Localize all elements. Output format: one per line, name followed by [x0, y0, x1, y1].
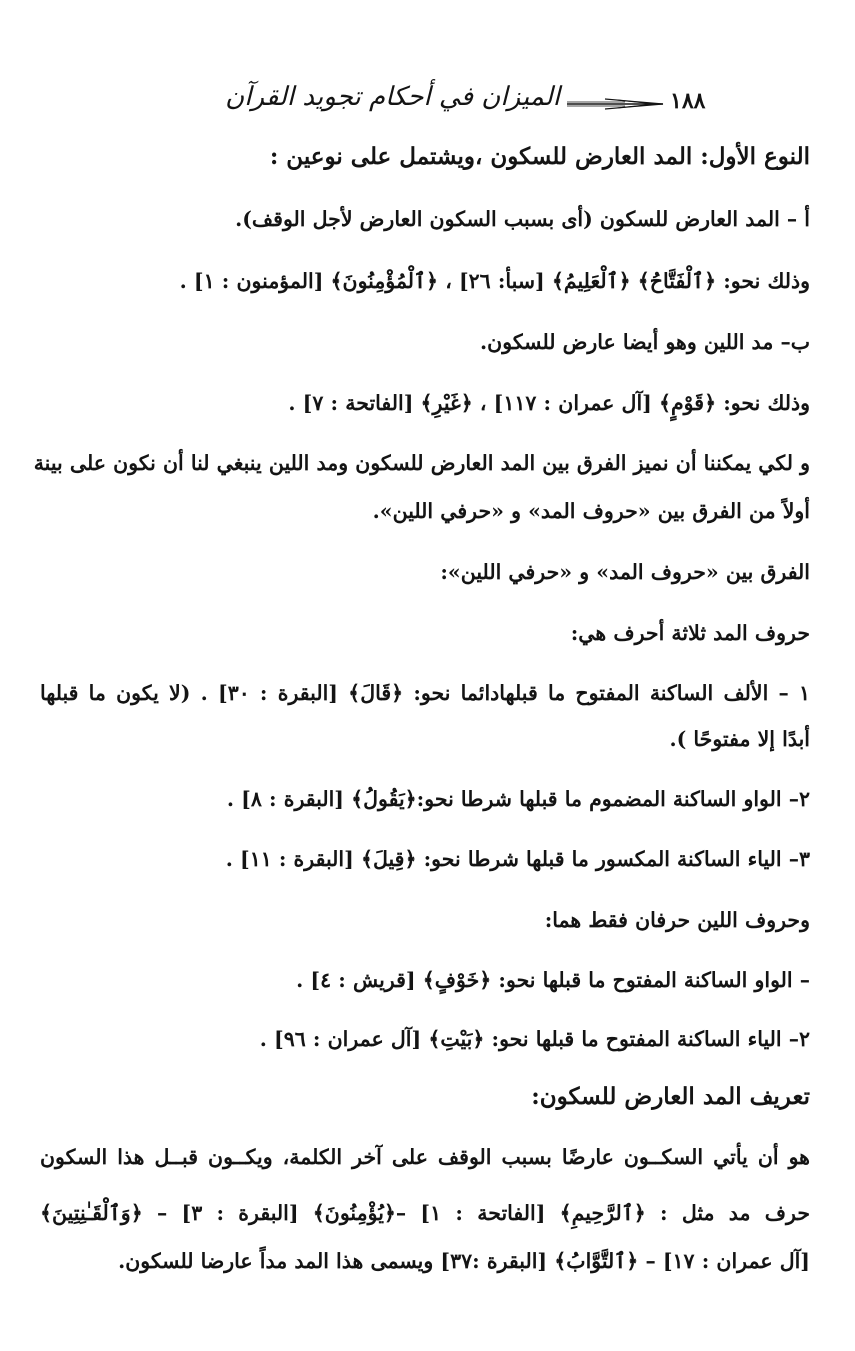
- heading-leen-letters: وحروف اللين حرفان فقط هما:: [544, 908, 810, 932]
- examples-arid: [40, 264, 810, 298]
- book-title: الميزان في أحكام تجويد القرآن: [225, 82, 560, 112]
- heading-difference: الفرق بين «حروف المد» و «حرفي اللين»:: [440, 560, 810, 584]
- definition-line-1: هو أن يأتي السكــون عارضًا بسبب الوقف على آخر الكلمة، ويكــون قبــل هذا السكون: [40, 1145, 810, 1169]
- madd-letter-alif-line-1: ١ – الألف الساكنة المفتوح ما قبلهادائما نحو: ﴿قَالَ﴾ [البقرة : ٣٠] . (لا يكون ما قبلها: [40, 681, 810, 705]
- heading-type-one: النوع الأول: المد العارض للسكون ،ويشتمل على نوعين :: [269, 143, 810, 170]
- definition-line-3: [آل عمران : ١٧] – ﴿ٱلتَّوَّابُ﴾ [البقرة :٣٧] ويسمى هذا المد مداً عارضا للسكون.: [118, 1249, 810, 1273]
- examples-leen: [40, 386, 810, 420]
- paragraph-difference-line-1: و لكي يمكننا أن نميز الفرق بين المد العارض للسكون ومد اللين ينبغي لنا أن نكون على بينة: [33, 451, 810, 475]
- madd-letter-ya: ٣– الياء الساكنة المكسور ما قبلها شرطا نحو: ﴿قِيلَ﴾ [البقرة : ١١] .: [225, 847, 810, 871]
- definition-line-2: حرف مد مثل : ﴿ٱلرَّحِيمِ﴾ [الفاتحة : ١] –﴿يُؤْمِنُونَ﴾ [البقرة : ٣] – ﴿وَٱلْقَـٰنِتِينَ﴾: [40, 1201, 810, 1225]
- madd-letter-waw: ٢– الواو الساكنة المضموم ما قبلها شرطا نحو:﴿يَقُولُ﴾ [البقرة : ٨] .: [226, 787, 810, 811]
- item-a-arid-lilsukun: أ – المد العارض للسكون (أى بسبب السكون العارض لأجل الوقف).: [235, 207, 810, 231]
- leen-letter-ya: ٢– الياء الساكنة المفتوح ما قبلها نحو: ﴿بَيْتِ﴾ [آل عمران : ٩٦] .: [259, 1027, 810, 1051]
- heading-definition: تعريف المد العارض للسكون:: [531, 1083, 810, 1110]
- examples-leen-text: وذلك نحو: ﴿قَوْمٍ﴾ [آل عمران : ١١٧] ، ﴿غَيْرِ﴾ [الفاتحة : ٧] .: [288, 391, 810, 415]
- madd-letter-alif-line-2: أبدًا إلا مفتوحًا ).: [669, 727, 810, 751]
- item-b-madd-leen: ب– مد اللين وهو أيضا عارض للسكون.: [480, 330, 810, 354]
- page-number: ١٨٨: [670, 88, 706, 114]
- leen-letter-waw: – الواو الساكنة المفتوح ما قبلها نحو: ﴿خَوْفٍ﴾ [قريش : ٤] .: [296, 968, 810, 992]
- heading-madd-letters: حروف المد ثلاثة أحرف هي:: [570, 621, 810, 645]
- header-ornament-rule: [565, 98, 665, 110]
- examples-arid-text: وذلك نحو: ﴿ٱلْفَتَّاحُ﴾ ﴿ٱلْعَلِيمُ﴾ [سبأ: ٢٦] ، ﴿ٱلْمُؤْمِنُونَ﴾ [المؤمنون : ١] .: [179, 269, 810, 293]
- page-header: [110, 78, 730, 122]
- paragraph-difference-line-2: أولاً من الفرق بين «حروف المد» و «حرفي اللين».: [372, 499, 810, 523]
